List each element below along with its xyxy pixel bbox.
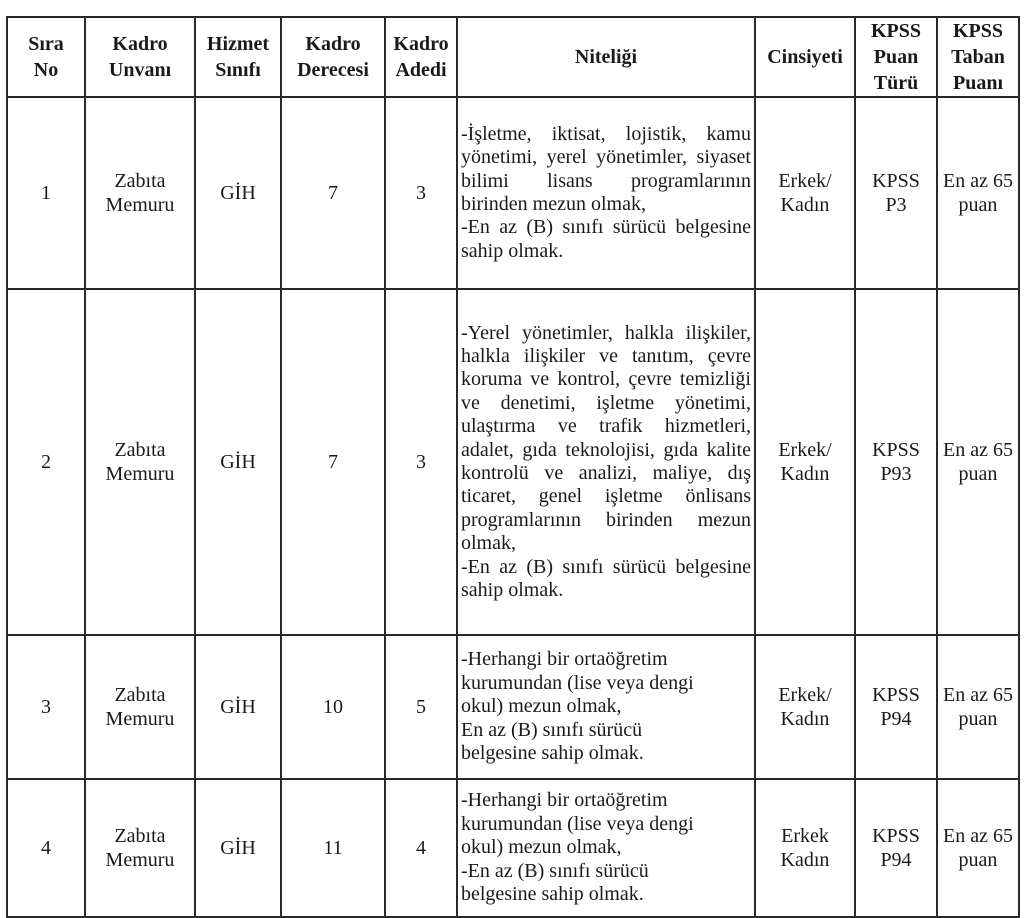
qualification-line: okul) mezun olmak, <box>461 836 622 859</box>
cell-kadro-adedi: 3 <box>385 289 457 635</box>
cell-sira-no: 1 <box>7 97 85 289</box>
cell-hizmet-sinifi: GİH <box>195 289 281 635</box>
cell-kadro-adedi: 5 <box>385 635 457 779</box>
cell-niteligi <box>457 779 755 917</box>
header-kadro-unvani: Kadro Unvanı <box>85 17 195 97</box>
cell-hizmet-sinifi: GİH <box>195 97 281 289</box>
cell-kpss-taban-puani: En az 65 puan <box>937 97 1019 289</box>
qualification-line: -İşletme, iktisat, lojistik, kamu yönetimi, yerel yönetimler, siyaset bilimi lisans programlarının birinden mezun olmak, <box>461 122 751 215</box>
qualification-line: belgesine sahip olmak. <box>461 883 644 906</box>
cell-kpss-puan-turu: KPSS P94 <box>855 635 937 779</box>
qualification-line: belgesine sahip olmak. <box>461 742 644 765</box>
cell-cinsiyeti: Erkek Kadın <box>755 779 855 917</box>
qualification-line: -Yerel yönetimler, halkla ilişkiler, halkla ilişkiler ve tanıtım, çevre koruma ve kontrol, çevre temizliği ve denetimi, işletme yönetimi, ulaştırma ve trafik hizmetleri, adalet, gıda teknolojisi, gıda kalite kontrolü ve analizi, maliye, dış ticaret, genel işletme önlisans programlarının birinden mezun olmak, <box>461 321 751 555</box>
cell-kadro-unvani: Zabıta Memuru <box>85 97 195 289</box>
cell-kadro-derecesi: 10 <box>281 635 385 779</box>
qualification-line: -Herhangi bir ortaöğretim <box>461 789 668 812</box>
qualification-line: -En az (B) sınıfı sürücü belgesine sahip olmak. <box>461 216 751 262</box>
cell-kadro-derecesi: 7 <box>281 289 385 635</box>
qualification-line: okul) mezun olmak, <box>461 695 622 718</box>
header-kadro-adedi: Kadro Adedi <box>385 17 457 97</box>
cell-kpss-puan-turu: KPSS P94 <box>855 779 937 917</box>
cell-kpss-puan-turu: KPSS P93 <box>855 289 937 635</box>
cell-sira-no: 3 <box>7 635 85 779</box>
qualification-line: kurumundan (lise veya dengi <box>461 812 694 835</box>
header-hizmet-sinifi: Hizmet Sınıfı <box>195 17 281 97</box>
header-niteligi: Niteliği <box>457 17 755 97</box>
cell-kadro-unvani: Zabıta Memuru <box>85 779 195 917</box>
cell-kadro-unvani: Zabıta Memuru <box>85 635 195 779</box>
document-page <box>6 16 1018 918</box>
cell-niteligi <box>457 635 755 779</box>
staff-position-table <box>6 16 1020 918</box>
qualification-line: -En az (B) sınıfı sürücü <box>461 859 649 882</box>
cell-kpss-taban-puani: En az 65 puan <box>937 289 1019 635</box>
header-kpss-taban-puani: KPSS Taban Puanı <box>937 17 1019 97</box>
qualification-line: kurumundan (lise veya dengi <box>461 671 694 694</box>
cell-kadro-adedi: 3 <box>385 97 457 289</box>
table-row <box>7 635 1019 779</box>
qualification-line: -Herhangi bir ortaöğretim <box>461 648 668 671</box>
cell-sira-no: 2 <box>7 289 85 635</box>
cell-niteligi <box>457 97 755 289</box>
cell-niteligi <box>457 289 755 635</box>
cell-cinsiyeti: Erkek/ Kadın <box>755 289 855 635</box>
cell-hizmet-sinifi: GİH <box>195 779 281 917</box>
qualification-line: -En az (B) sınıfı sürücü belgesine sahip olmak. <box>461 555 751 602</box>
cell-kadro-unvani: Zabıta Memuru <box>85 289 195 635</box>
cell-kpss-puan-turu: KPSS P3 <box>855 97 937 289</box>
header-cinsiyeti: Cinsiyeti <box>755 17 855 97</box>
qualification-line: En az (B) sınıfı sürücü <box>461 718 643 741</box>
header-kpss-puan-turu: KPSS Puan Türü <box>855 17 937 97</box>
cell-kpss-taban-puani: En az 65 puan <box>937 779 1019 917</box>
cell-hizmet-sinifi: GİH <box>195 635 281 779</box>
cell-kadro-derecesi: 7 <box>281 97 385 289</box>
cell-sira-no: 4 <box>7 779 85 917</box>
cell-kadro-derecesi: 11 <box>281 779 385 917</box>
cell-kadro-adedi: 4 <box>385 779 457 917</box>
header-kadro-derecesi: Kadro Derecesi <box>281 17 385 97</box>
table-row <box>7 97 1019 289</box>
table-row <box>7 779 1019 917</box>
table-row <box>7 289 1019 635</box>
table-header-row <box>7 17 1019 97</box>
cell-kpss-taban-puani: En az 65 puan <box>937 635 1019 779</box>
header-sira-no: Sıra No <box>7 17 85 97</box>
cell-cinsiyeti: Erkek/ Kadın <box>755 635 855 779</box>
cell-cinsiyeti: Erkek/ Kadın <box>755 97 855 289</box>
